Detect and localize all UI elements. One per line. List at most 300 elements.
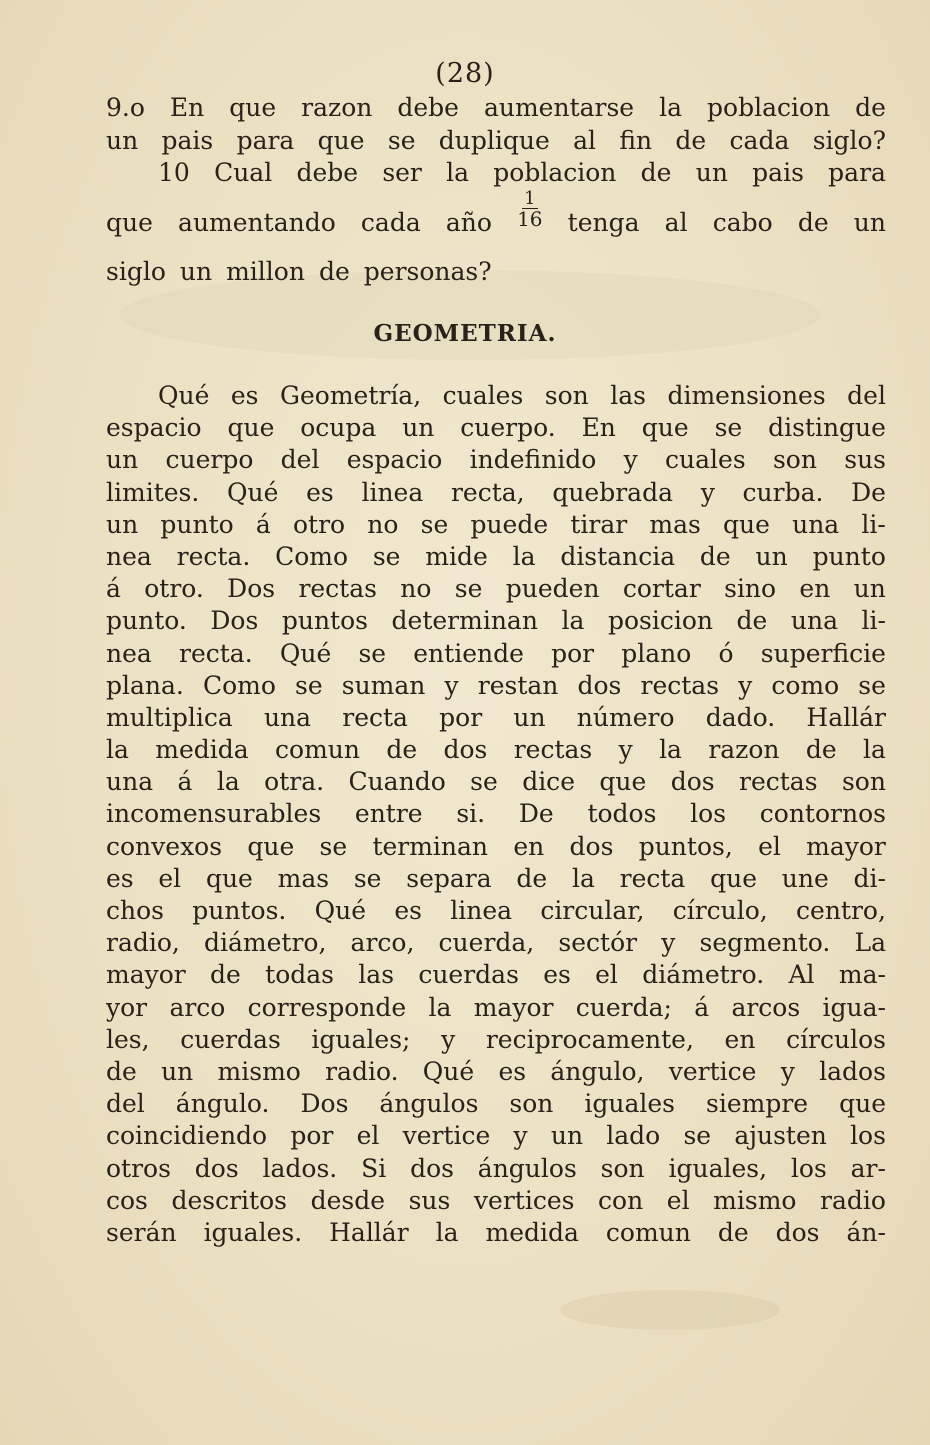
word: del [280, 445, 320, 475]
word: todas [265, 960, 334, 990]
word: siglo [106, 256, 166, 286]
word: dos [577, 670, 622, 700]
word: una [106, 767, 154, 797]
word: restan [477, 670, 559, 700]
word: el [758, 831, 781, 861]
word: ma- [838, 960, 886, 990]
word: descritos [171, 1185, 287, 1215]
word: aumentando [178, 207, 336, 237]
word: dos [443, 735, 488, 765]
word: espacio [346, 445, 443, 475]
word: segmento. [699, 928, 831, 958]
text-line [106, 477, 886, 509]
word: radio [820, 1185, 886, 1215]
word: un [550, 1121, 584, 1151]
word: que [205, 863, 253, 893]
word: un [853, 207, 886, 237]
word: medida [485, 1217, 579, 1247]
word: De [518, 799, 554, 829]
word: en [513, 831, 545, 861]
word: siglo? [812, 125, 886, 155]
word: cuales [442, 381, 524, 410]
word: la [106, 735, 129, 765]
word: se [714, 413, 743, 443]
word: curba. [742, 477, 824, 507]
word: serán [106, 1217, 177, 1247]
word: de [736, 606, 768, 636]
word: recta. [176, 541, 251, 571]
word: y [618, 735, 633, 765]
fraction [517, 187, 543, 256]
fraction-numerator: 1 [524, 187, 536, 209]
word: por [551, 638, 595, 668]
word: les, [106, 1024, 150, 1054]
word: y [441, 1024, 456, 1054]
word: rectas [513, 735, 593, 765]
text-line [106, 798, 886, 830]
word: En [581, 413, 616, 443]
word: que [227, 413, 275, 443]
word: que [229, 93, 277, 122]
word: tirar [570, 509, 628, 539]
word: Cuando [348, 767, 446, 797]
word: nea [106, 541, 152, 571]
text-line [106, 1185, 886, 1217]
word: sus [844, 445, 886, 475]
word: como [771, 670, 840, 700]
word: un [755, 541, 788, 571]
word: no [367, 509, 399, 539]
word: que [106, 207, 153, 237]
word: una [263, 702, 312, 732]
word: entiende [413, 638, 524, 668]
word: razon [708, 735, 780, 765]
word: se [683, 1121, 712, 1151]
word: quebrada [552, 477, 673, 507]
word: Geometría, [280, 381, 422, 410]
word: cos [106, 1185, 148, 1215]
word: millon [226, 256, 305, 286]
word: Hallár [329, 1217, 409, 1247]
word: razon [301, 93, 373, 122]
word: Hallár [806, 702, 886, 732]
word: los [790, 1153, 827, 1183]
word: se [470, 767, 498, 797]
word: diámetro. [642, 960, 765, 990]
text-line [106, 541, 886, 573]
word: la [863, 735, 886, 765]
word: ser [382, 158, 422, 187]
word: Al [788, 960, 815, 990]
word: las [358, 960, 395, 990]
word: cuales [665, 445, 746, 475]
word: dos [569, 831, 614, 861]
word: ajusten [734, 1121, 827, 1151]
word: otra. [264, 767, 325, 797]
text-line [106, 1024, 886, 1056]
word: corresponde [247, 992, 407, 1022]
word: que [599, 767, 647, 797]
word: debe [397, 93, 459, 122]
word: la [659, 93, 683, 122]
word: punto [812, 541, 886, 571]
word: limites. [106, 477, 200, 507]
section-heading: GEOMETRIA. [373, 320, 557, 347]
question-line [106, 256, 886, 289]
word: y [738, 670, 753, 700]
word: puntos [281, 606, 368, 636]
text-line [106, 1217, 886, 1249]
word: la [561, 606, 585, 636]
word: lados [819, 1056, 886, 1086]
word: linea [450, 896, 513, 925]
word: se [420, 509, 449, 539]
fraction-denominator: 16 [517, 206, 543, 231]
word: año [445, 207, 492, 237]
text-line [106, 605, 886, 637]
word: que [641, 413, 689, 443]
word: aumentarse [483, 93, 635, 122]
word: Qué [314, 896, 367, 925]
word: son [509, 1089, 554, 1119]
text-line [106, 1056, 886, 1088]
word: es [394, 896, 422, 925]
word: á [106, 574, 121, 604]
word: pais [752, 158, 804, 187]
word: ángulo, [550, 1056, 645, 1086]
question-fraction-line [106, 187, 886, 256]
word: se [358, 638, 387, 668]
word: personas? [363, 256, 492, 286]
word: á [177, 767, 193, 797]
word: 10 [158, 158, 190, 187]
word: poblacion [707, 93, 831, 122]
word: Dos [210, 606, 259, 636]
word: plana. [106, 670, 184, 700]
page-number: (28) [435, 58, 495, 89]
word: cabo [712, 207, 773, 237]
word: de [516, 863, 548, 893]
word: y [513, 1121, 528, 1151]
word: la [428, 992, 452, 1022]
word: todos [587, 799, 657, 829]
text-line [106, 766, 886, 798]
word: y [661, 928, 676, 958]
word: un [402, 413, 435, 443]
word: cuerda; [575, 992, 672, 1022]
word: son [772, 445, 817, 475]
word: del [847, 381, 886, 410]
word: al [664, 207, 688, 237]
word: circular, [540, 896, 645, 925]
word: iguales. [203, 1217, 303, 1247]
word: con [598, 1185, 644, 1215]
word: sino [724, 574, 777, 604]
word: distancia [560, 541, 676, 571]
word: para [236, 125, 295, 155]
word: comun [275, 735, 360, 765]
word: una [792, 509, 840, 539]
word: puede [470, 509, 549, 539]
text-line [106, 670, 886, 702]
word: arco [169, 992, 226, 1022]
word: lado [606, 1121, 661, 1151]
word: dos [410, 1153, 454, 1183]
word: que [723, 509, 770, 539]
word: dos [775, 1217, 820, 1247]
word: En [169, 93, 205, 122]
word: un [695, 158, 728, 187]
word: son [600, 1153, 645, 1183]
questions-block [106, 92, 886, 288]
word: el [356, 1121, 380, 1151]
word: de [386, 735, 418, 765]
word: la [512, 541, 536, 571]
word: el [666, 1185, 690, 1215]
word: que [710, 863, 758, 893]
word: punto. [106, 606, 187, 636]
word: recta. [179, 638, 253, 668]
word: cortar [622, 574, 701, 604]
word: son [841, 767, 886, 797]
word: desde [310, 1185, 385, 1215]
word: puntos, [638, 831, 733, 861]
word: en [799, 574, 831, 604]
word: una [790, 606, 838, 636]
word: pueden [505, 574, 600, 604]
word: fin [619, 125, 653, 155]
word: de [210, 960, 241, 990]
word: los [850, 1121, 886, 1151]
text-line [106, 863, 886, 895]
word: que [839, 1089, 886, 1119]
text-line [106, 831, 886, 863]
word: se [319, 831, 348, 861]
word: centro, [796, 896, 886, 925]
word: de [805, 735, 837, 765]
word: mayor [473, 992, 554, 1022]
word: de [717, 1217, 749, 1247]
text-line [106, 638, 886, 670]
word: la [216, 767, 240, 797]
word: siempre [706, 1089, 809, 1119]
word: otro [292, 509, 346, 539]
word: y [444, 670, 459, 700]
word: se [454, 574, 483, 604]
text-line [106, 1120, 886, 1152]
word: que [317, 125, 365, 155]
word: de [797, 207, 829, 237]
paper-stain [560, 1290, 780, 1330]
word: pais [161, 125, 214, 155]
word: el [158, 863, 182, 893]
word: mas [277, 863, 330, 893]
word: ocupa [300, 413, 377, 443]
word: cuerpo. [460, 413, 556, 443]
word: radio, [106, 928, 180, 958]
word: incomensurables [106, 799, 322, 829]
question-line [106, 125, 886, 158]
word: Dos [300, 1089, 349, 1119]
word: iguales [584, 1089, 676, 1119]
word: y [780, 1056, 795, 1086]
word: espacio [106, 413, 202, 443]
word: contornos [759, 799, 886, 829]
word: mide [425, 541, 488, 571]
word: la [446, 158, 470, 187]
word: posicion [607, 606, 713, 636]
word: iguales, [668, 1153, 768, 1183]
word: y [700, 477, 715, 507]
word: un [161, 1056, 194, 1086]
word: cada [729, 125, 790, 155]
question-line [106, 92, 886, 125]
word: dimensiones [667, 381, 826, 410]
word: un [106, 125, 139, 155]
word: otros [106, 1153, 171, 1183]
text-line [106, 573, 886, 605]
word: la [659, 735, 682, 765]
word: tenga [567, 207, 640, 237]
word: los [690, 799, 727, 829]
word: círculos [786, 1024, 886, 1054]
word: es [106, 863, 134, 893]
word: Qué [227, 477, 279, 507]
word: coincidiendo [106, 1121, 268, 1151]
word: linea [361, 477, 424, 507]
word: De [851, 477, 886, 507]
word: sectór [558, 928, 638, 958]
word: se [353, 863, 382, 893]
word: li- [861, 606, 886, 636]
word: un [106, 509, 139, 539]
word: comun [605, 1217, 691, 1247]
word: superficie [760, 638, 886, 668]
word: las [610, 381, 646, 410]
word: es [543, 960, 571, 990]
word: círculo, [672, 896, 768, 925]
word: diámetro, [204, 928, 327, 958]
word: por [439, 702, 483, 732]
word: dos [670, 767, 715, 797]
word: la [571, 863, 595, 893]
word: mayor [806, 831, 886, 861]
word: terminan [372, 831, 489, 861]
word: án- [846, 1217, 886, 1247]
word: Qué [279, 638, 332, 668]
word: recta [619, 863, 686, 893]
word: otro. [144, 574, 204, 604]
word: Como [275, 541, 349, 571]
word: rectas [739, 767, 818, 797]
word: mismo [217, 1056, 301, 1086]
word: es [498, 1056, 527, 1086]
word: á [255, 509, 271, 539]
word: ó [718, 638, 734, 668]
word: entre [354, 799, 423, 829]
word: vertices [473, 1185, 575, 1215]
word: cuerdas [180, 1024, 281, 1054]
word: de [106, 1056, 137, 1086]
word: el [595, 960, 618, 990]
word: por [290, 1121, 334, 1151]
word: no [400, 574, 432, 604]
text-line [106, 444, 886, 476]
text-line [106, 959, 886, 991]
word: son [544, 381, 589, 410]
word: reciprocamente, [485, 1024, 694, 1054]
word: medida [155, 735, 249, 765]
word: se [372, 541, 401, 571]
word: de [855, 93, 886, 122]
text-line [106, 895, 886, 927]
word: Qué [422, 1056, 475, 1086]
word: se [858, 670, 886, 700]
word: duplique [438, 125, 550, 155]
word: di- [853, 863, 886, 893]
word: Dos [227, 574, 276, 604]
word: es [306, 477, 334, 507]
word: iguales; [311, 1024, 411, 1054]
word: y [623, 445, 638, 475]
question-line [106, 157, 886, 190]
word: rectas [640, 670, 720, 700]
word: dado. [705, 702, 776, 732]
text-line [106, 992, 886, 1024]
word: separa [406, 863, 492, 893]
word: se [295, 670, 323, 700]
word: un [853, 574, 886, 604]
word: yor [106, 992, 148, 1022]
word: mas [649, 509, 701, 539]
word: sus [408, 1185, 451, 1215]
word: determinan [391, 606, 538, 636]
word: al [573, 125, 597, 155]
word: puntos. [192, 896, 287, 925]
word: dos [194, 1153, 239, 1183]
word: cada [360, 207, 421, 237]
word: un [106, 445, 139, 475]
word: debe [296, 158, 359, 187]
word: de [699, 541, 731, 571]
word: arco, [350, 928, 415, 958]
word: 9.o [106, 93, 145, 122]
word: se [387, 125, 416, 155]
word: en [724, 1024, 756, 1054]
text-line [106, 412, 886, 444]
word: multiplica [106, 702, 233, 732]
text-line [106, 734, 886, 766]
word: La [854, 928, 886, 958]
word: vertice [402, 1121, 491, 1151]
word: ar- [850, 1153, 886, 1183]
word: cuerdas [418, 960, 519, 990]
word: recta [342, 702, 408, 732]
word: arcos [731, 992, 801, 1022]
word: que [247, 831, 295, 861]
word: un [179, 256, 213, 286]
word: cuerpo [165, 445, 254, 475]
word: es [230, 381, 259, 410]
word: poblacion [493, 158, 617, 187]
body-text [106, 380, 886, 1249]
word: del [106, 1089, 145, 1119]
word: recta, [450, 477, 525, 507]
text-line [106, 1088, 886, 1120]
word: la [435, 1217, 459, 1247]
word: une [781, 863, 829, 893]
word: ángulo. [175, 1089, 270, 1119]
